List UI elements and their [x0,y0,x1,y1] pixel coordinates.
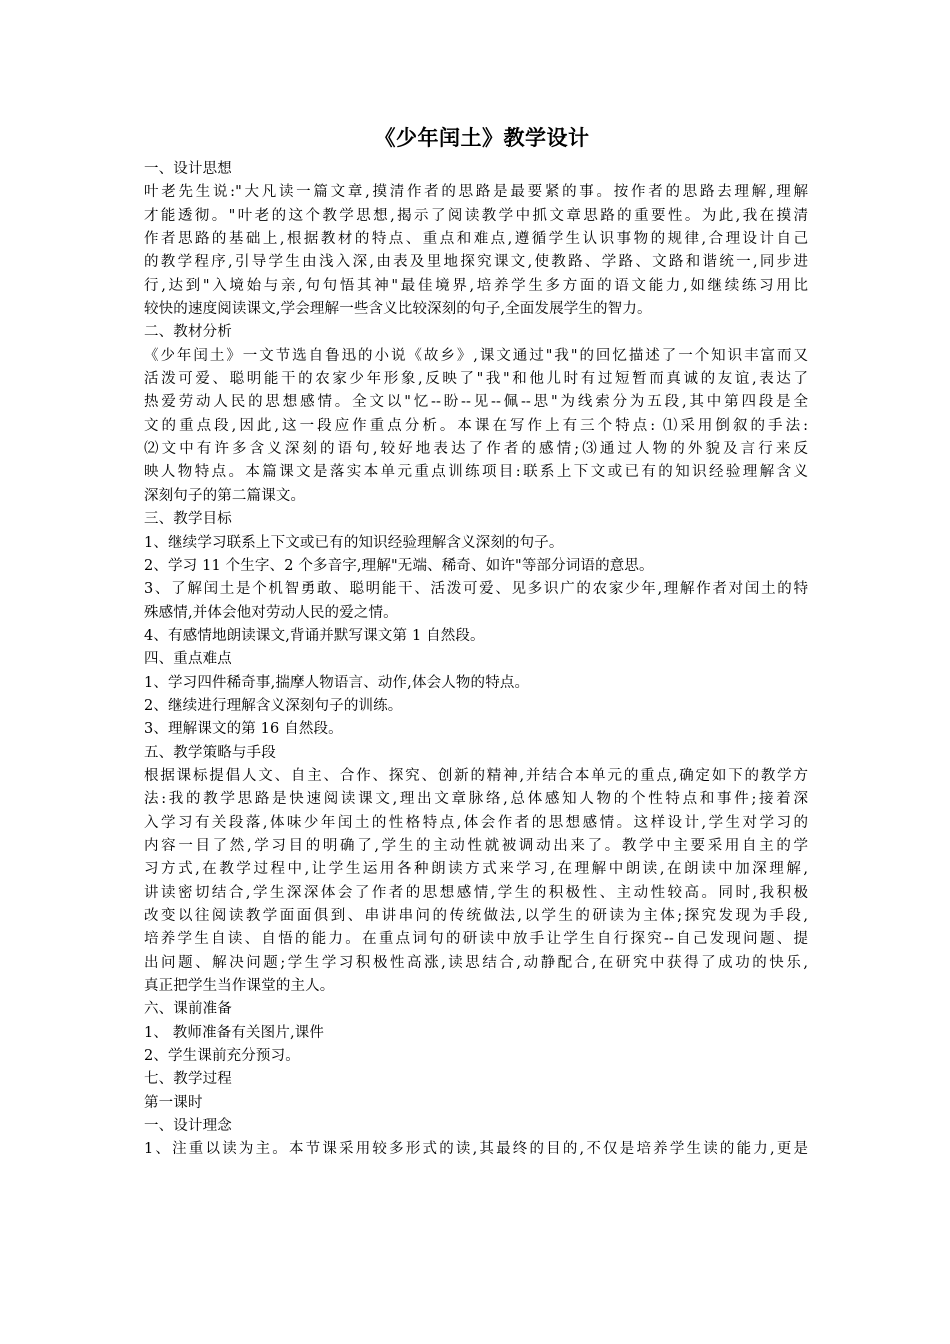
document-line: 1、 教师准备有关图片,课件 [144,1024,325,1041]
document-line: 真正把学生当作课堂的主人。 [144,978,335,995]
document-line: 三、教学目标 [144,511,232,528]
document-line: 一、设计思想 [144,161,232,177]
document-page [144,118,808,1162]
document-line: 才能透彻。"叶老的这个教学思想,揭示了阅读教学中抓文章思路的重要性。为此,我在摸清 [144,207,808,224]
document-line: 3、了解闰土是个机智勇敢、聪明能干、活泼可爱、见多识广的农家少年,理解作者对闰土的特 [144,581,808,598]
document-line: 2、学生课前充分预习。 [144,1048,300,1065]
document-line: 法:我的教学思路是快速阅读课文,理出文章脉络,总体感知人物的个性特点和事件;接着深 [144,791,808,808]
document-line: 1、继续学习联系上下文或已有的知识经验理解含义深刻的句子。 [144,534,564,551]
document-line: 《少年闰土》一文节选自鲁迅的小说《故乡》,课文通过"我"的回忆描述了一个知识丰富而又 [144,347,808,364]
document-line: 第一课时 [144,1094,203,1111]
document-line: 作者思路的基础上,根据教材的特点、重点和难点,遵循学生认识事物的规律,合理设计自己 [144,231,808,248]
document-line: 入学习有关段落,体味少年闰土的性格特点,体会作者的思想感情。这样设计,学生对学习的 [144,814,808,831]
document-line: 叶老先生说:"大凡读一篇文章,摸清作者的思路是最要紧的事。按作者的思路去理解,理解 [144,184,808,201]
document-line: 四、重点难点 [144,651,232,668]
document-line: 1、注重以读为主。本节课采用较多形式的读,其最终的目的,不仅是培养学生读的能力,更是 [144,1141,808,1158]
document-line: 二、教材分析 [144,324,232,341]
document-line: 改变以往阅读教学面面俱到、串讲串问的传统做法,以学生的研读为主体;探究发现为手段, [144,908,808,924]
document-line: 的教学程序,引导学生由浅入深,由表及里地探究课文,使教路、学路、文路和谐统一,同步进 [144,254,808,271]
document-line: 殊感情,并体会他对劳动人民的爱之情。 [144,604,398,621]
document-line: 习方式,在教学过程中,让学生运用各种朗读方式来学习,在理解中朗读,在朗读中加深理解, [144,861,808,878]
document-line: 热爱劳动人民的思想感情。全文以"忆--盼--见--佩--思"为线索分为五段,其中第四段是全 [144,394,808,411]
document-line: 较快的速度阅读课文,学会理解一些含义比较深刻的句子,全面发展学生的智力。 [144,301,652,318]
document-line: 讲读密切结合,学生深深体会了作者的思想感情,学生的积极性、主动性较高。同时,我积极 [144,884,808,901]
document-line: 一、设计理念 [144,1118,232,1135]
document-line: 3、理解课文的第 16 自然段。 [144,721,343,738]
document-line: 1、学习四件稀奇事,揣摩人物语言、动作,体会人物的特点。 [144,674,530,691]
document-body [144,158,808,1162]
document-line: 五、教学策略与手段 [144,744,276,761]
document-line: 2、继续进行理解含义深刻句子的训练。 [144,697,403,714]
document-line: ⑵文中有许多含义深刻的语句,较好地表达了作者的感情;⑶通过人物的外貌及言行来反 [144,441,808,458]
document-line: 培养学生自读、自悟的能力。在重点词句的研读中放手让学生自行探究--自己发现问题、提 [144,931,808,948]
document-line: 行,达到"入境始与亲,句句悟其神"最佳境界,培养学生多方面的语文能力,如继续练习用比 [144,277,808,294]
document-line: 深刻句子的第二篇课文。 [144,487,306,504]
document-line: 内容一目了然,学习目的明确了,学生的主动性就被调动出来了。教学中主要采用自主的学 [144,837,808,854]
document-line: 映人物特点。本篇课文是落实本单元重点训练项目:联系上下文或已有的知识经验理解含义 [144,464,808,481]
document-title: 《少年闰土》教学设计 [374,126,590,150]
document-line: 2、学习 11 个生字、2 个多音字,理解"无端、稀奇、如许"等部分词语的意思。 [144,557,654,574]
document-line: 出问题、解决问题;学生学习积极性高涨,读思结合,动静配合,在研究中获得了成功的快乐, [144,954,808,971]
document-line: 4、有感情地朗读课文,背诵并默写课文第 1 自然段。 [144,627,485,644]
document-line: 根据课标提倡人文、自主、合作、探究、创新的精神,并结合本单元的重点,确定如下的教学方 [144,767,808,784]
document-line: 活泼可爱、聪明能干的农家少年形象,反映了"我"和他儿时有过短暂而真诚的友谊,表达了 [144,371,808,388]
document-line: 七、教学过程 [144,1071,232,1088]
document-line: 六、课前准备 [144,1001,232,1018]
document-line: 文的重点段,因此,这一段应作重点分析。本课在写作上有三个特点: ⑴采用倒叙的手法: [144,417,808,434]
